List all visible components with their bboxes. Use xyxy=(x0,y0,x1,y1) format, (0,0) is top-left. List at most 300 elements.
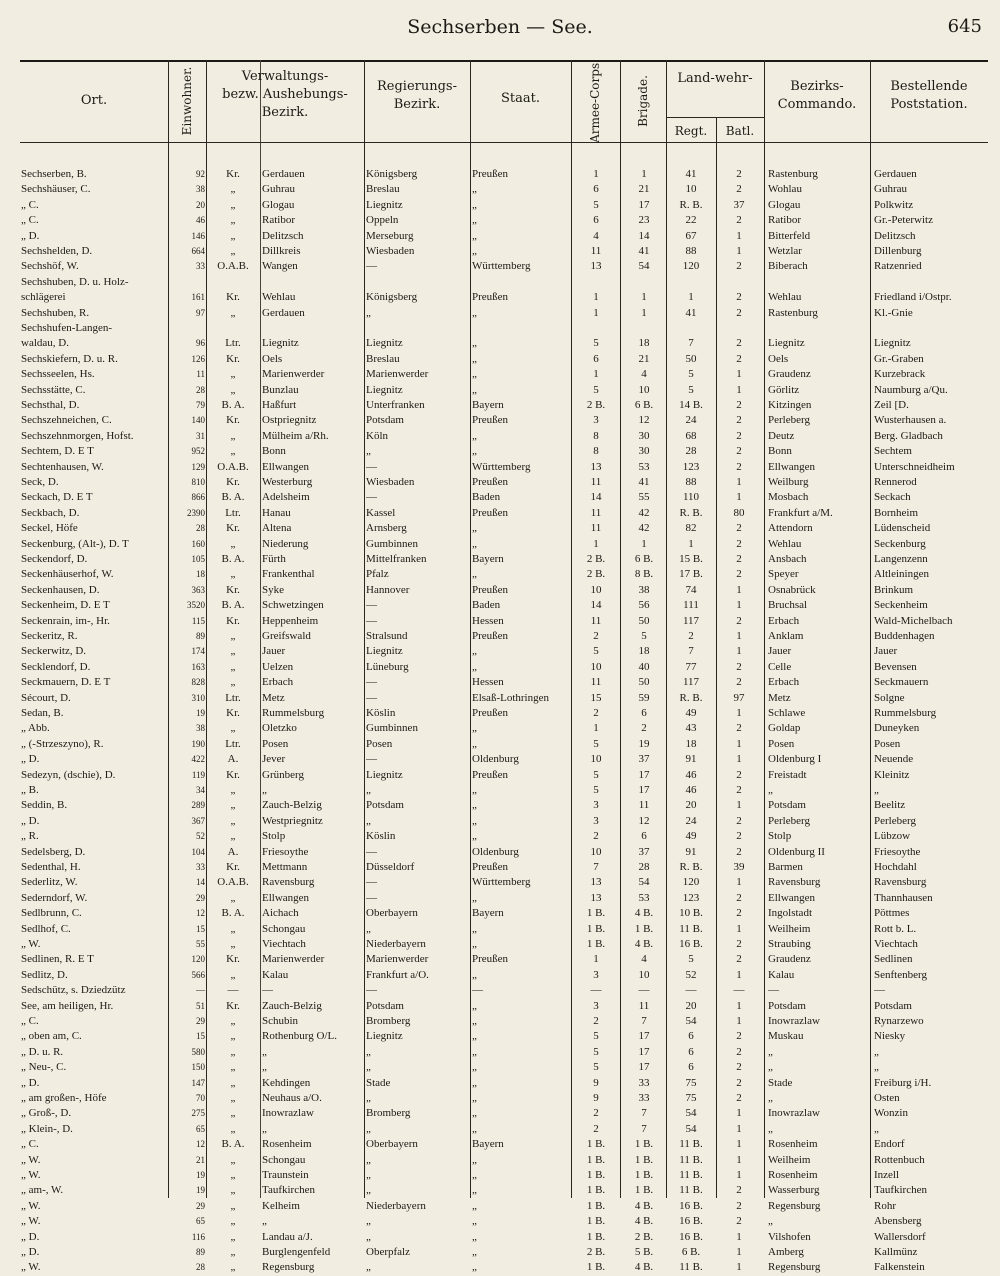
cell-einwohner: 65 xyxy=(196,1216,205,1227)
cell-bezirk-type: „ xyxy=(230,183,236,196)
header-bezirks-commando xyxy=(764,78,870,114)
cell-bezirk: Ostpriegnitz xyxy=(262,414,317,427)
cell-bezirks-commando: Deutz xyxy=(768,429,795,442)
cell-regiment: 1 xyxy=(688,291,694,304)
table-row xyxy=(20,275,988,290)
cell-staat: „ xyxy=(472,938,477,950)
cell-bezirk: Niederung xyxy=(262,537,309,550)
cell-armee-corps: 5 xyxy=(593,645,599,658)
cell-staat: „ xyxy=(472,1184,477,1197)
cell-regiment: 2 xyxy=(688,630,694,642)
cell-brigade: 5 B. xyxy=(634,1246,654,1258)
cell-poststation: Liegnitz xyxy=(874,337,911,350)
cell-staat: „ xyxy=(472,1261,477,1274)
cell-bezirk-type: Kr. xyxy=(226,414,240,427)
cell-bataillon: 1 xyxy=(736,583,742,596)
cell-ort: Sechserben, B. xyxy=(21,168,87,180)
table-row xyxy=(20,737,988,752)
cell-bataillon: 1 xyxy=(736,229,742,242)
cell-brigade: 2 B. xyxy=(634,1230,654,1243)
cell-bezirk: Adelsheim xyxy=(262,491,310,504)
cell-armee-corps: 14 xyxy=(590,491,602,504)
cell-bezirks-commando: Graudenz xyxy=(768,368,811,381)
cell-armee-corps: 1 xyxy=(593,722,599,735)
cell-einwohner: 140 xyxy=(191,415,205,426)
cell-brigade: — xyxy=(638,984,650,997)
cell-bezirk-type: „ xyxy=(230,1246,236,1258)
cell-ort: Sechshelden, D. xyxy=(21,245,93,257)
cell-bezirk-type: Kr. xyxy=(226,999,240,1012)
cell-einwohner: 104 xyxy=(191,846,205,857)
cell-ort: Sechshuben, D. u. Holz- xyxy=(21,275,129,288)
cell-poststation: Dillenburg xyxy=(874,245,922,257)
cell-bezirk: Westpriegnitz xyxy=(262,814,323,827)
cell-regierung: — xyxy=(366,753,377,766)
cell-bezirk: Oletzko xyxy=(262,722,297,735)
cell-regierung: „ xyxy=(366,1153,371,1166)
table-row xyxy=(20,1091,988,1106)
cell-bezirk-type: „ xyxy=(230,1230,236,1243)
cell-ort: „ R. xyxy=(21,830,39,843)
cell-regiment: 16 B. xyxy=(679,1230,703,1243)
cell-bataillon: 2 xyxy=(736,352,742,365)
cell-ort: Sechshäuser, C. xyxy=(21,183,91,196)
cell-regiment: 77 xyxy=(685,660,697,673)
cell-staat: „ xyxy=(472,337,477,350)
cell-bezirk: Frankenthal xyxy=(262,568,315,581)
cell-regiment: 75 xyxy=(685,1092,697,1104)
table-row xyxy=(20,999,988,1014)
cell-regiment: 10 B. xyxy=(679,907,703,920)
cell-bataillon: 1 xyxy=(736,630,742,642)
table-row xyxy=(20,1014,988,1029)
cell-bezirks-commando: Frankfurt a/M. xyxy=(768,506,833,519)
cell-armee-corps: 4 xyxy=(593,229,599,242)
cell-staat: „ xyxy=(472,368,477,381)
cell-brigade: 28 xyxy=(638,861,650,873)
cell-regierung: Marienwerder xyxy=(366,368,429,381)
cell-ort: Seckeritz, R. xyxy=(21,630,78,642)
cell-brigade: 4 B. xyxy=(634,907,654,920)
cell-bezirks-commando: Amberg xyxy=(768,1246,804,1258)
cell-bezirk-type: „ xyxy=(230,1153,236,1166)
cell-bezirks-commando: Bonn xyxy=(768,445,792,458)
cell-einwohner: 160 xyxy=(191,538,205,549)
cell-armee-corps: 5 xyxy=(593,737,599,750)
cell-armee-corps: 2 xyxy=(593,830,599,843)
cell-bezirk: Bonn xyxy=(262,445,286,458)
cell-brigade: 33 xyxy=(638,1076,650,1089)
cell-regiment: 11 B. xyxy=(679,1261,703,1274)
cell-bezirk-type: „ xyxy=(230,891,236,904)
cell-regierung: „ xyxy=(366,445,371,458)
cell-poststation: Rohr xyxy=(874,1199,896,1212)
cell-einwohner: 29 xyxy=(196,1200,205,1211)
cell-bezirks-commando: Erbach xyxy=(768,676,800,689)
cell-bezirk: Kalau xyxy=(262,968,289,981)
cell-einwohner: 79 xyxy=(196,400,205,410)
header-bottom-rule xyxy=(20,142,988,143)
cell-regierung: Liegnitz xyxy=(366,337,403,350)
cell-staat: Preußen xyxy=(472,953,509,966)
cell-ort: „ D. xyxy=(21,229,40,242)
cell-poststation: Berg. Gladbach xyxy=(874,429,943,442)
header-bezirks-line: Bezirks- xyxy=(790,79,844,94)
cell-staat: Preußen xyxy=(472,291,509,304)
table-row xyxy=(20,706,988,721)
cell-regierung: Wiesbaden xyxy=(366,476,415,488)
cell-ort: „ C. xyxy=(21,214,39,227)
cell-regiment: 88 xyxy=(685,476,697,488)
cell-regierung: Frankfurt a/O. xyxy=(366,968,429,981)
cell-poststation: Beelitz xyxy=(874,799,906,812)
cell-einwohner: 11 xyxy=(196,369,205,380)
cell-bezirk-type: „ xyxy=(230,429,236,442)
cell-armee-corps: 5 xyxy=(593,1030,599,1043)
cell-einwohner: 367 xyxy=(191,815,205,826)
cell-bezirk-type: B. A. xyxy=(221,491,245,504)
cell-bezirk-type: „ xyxy=(230,645,236,658)
cell-bezirk: Liegnitz xyxy=(262,337,299,350)
cell-bezirk: Schubin xyxy=(262,1015,299,1027)
cell-regierung: Breslau xyxy=(366,352,400,365)
cell-staat: „ xyxy=(472,383,477,396)
cell-ort: Sedschütz, s. Dziedzütz xyxy=(21,984,126,997)
cell-einwohner: 15 xyxy=(196,923,205,934)
cell-armee-corps: 2 B. xyxy=(586,568,606,581)
cell-ort: „ C. xyxy=(21,1015,39,1027)
cell-brigade: 41 xyxy=(638,476,650,488)
cell-armee-corps: 3 xyxy=(593,968,599,981)
cell-regierung: — xyxy=(366,691,377,704)
cell-bezirk: Ellwangen xyxy=(262,460,310,473)
table-row xyxy=(20,968,988,983)
cell-bezirk: Wehlau xyxy=(262,291,296,304)
cell-bezirks-commando: Barmen xyxy=(768,861,803,873)
cell-regierung: „ xyxy=(366,1261,371,1274)
cell-ort: Sechshufen-Langen- xyxy=(21,322,113,334)
cell-staat: „ xyxy=(472,198,477,211)
cell-ort: Seck, D. xyxy=(21,476,59,488)
page-number: 645 xyxy=(947,16,982,37)
cell-poststation: Wusterhausen a. xyxy=(874,414,947,427)
cell-armee-corps: 14 xyxy=(590,599,602,612)
cell-armee-corps: 2 B. xyxy=(586,399,606,411)
cell-staat: „ xyxy=(472,784,477,796)
cell-bezirks-commando: Attendorn xyxy=(768,522,813,535)
cell-regiment: 91 xyxy=(685,753,697,766)
cell-bezirks-commando: Ellwangen xyxy=(768,891,816,904)
cell-bezirks-commando: Stolp xyxy=(768,830,792,843)
cell-einwohner: 55 xyxy=(196,939,205,949)
table-row xyxy=(20,583,988,598)
cell-regiment: 50 xyxy=(685,352,697,365)
cell-poststation: Gr.-Graben xyxy=(874,352,924,365)
cell-bataillon: 2 xyxy=(736,1184,742,1197)
cell-bataillon: 1 xyxy=(736,245,742,257)
cell-bezirks-commando: Ellwangen xyxy=(768,460,816,473)
cell-regiment: 88 xyxy=(685,245,697,257)
cell-bezirk: Inowrazlaw xyxy=(262,1107,314,1120)
table-row xyxy=(20,367,988,382)
cell-bezirks-commando: Ratibor xyxy=(768,214,801,227)
cell-regiment: R. B. xyxy=(679,691,703,704)
header-brigade: Brigade. xyxy=(636,75,650,127)
cell-bataillon: 37 xyxy=(733,198,745,211)
cell-armee-corps: — xyxy=(590,984,602,997)
cell-regiment: 123 xyxy=(682,460,700,473)
table-row xyxy=(20,952,988,967)
table-row xyxy=(20,1214,988,1229)
cell-bezirks-commando: Goldap xyxy=(768,722,801,735)
cell-poststation: Bevensen xyxy=(874,660,917,673)
cell-ort: Sedlinen, R. E T xyxy=(21,953,94,966)
header-batl: Batl. xyxy=(725,124,755,138)
cell-regierung: — xyxy=(366,491,377,504)
cell-einwohner: 96 xyxy=(196,338,205,349)
cell-bezirk-type: B. A. xyxy=(221,1138,245,1151)
cell-poststation: Rummelsburg xyxy=(874,707,937,719)
cell-regiment: 11 B. xyxy=(679,1138,703,1151)
header-bestellende-line: Poststation. xyxy=(890,97,968,112)
cell-bezirk-type: „ xyxy=(230,630,236,642)
cell-bezirk: Uelzen xyxy=(262,660,294,673)
cell-bezirk-type: „ xyxy=(230,306,236,319)
cell-bataillon: 2 xyxy=(736,522,742,535)
cell-regierung: „ xyxy=(366,306,371,319)
cell-bezirk: Friesoythe xyxy=(262,845,309,858)
cell-brigade: 17 xyxy=(638,1045,650,1058)
cell-bezirk: Rummelsburg xyxy=(262,707,325,719)
cell-armee-corps: 1 B. xyxy=(586,922,606,935)
table-row xyxy=(20,875,988,890)
cell-staat: „ xyxy=(472,1092,477,1104)
cell-bezirks-commando: Weilheim xyxy=(768,1153,811,1166)
cell-brigade: 12 xyxy=(638,814,650,827)
cell-einwohner: 422 xyxy=(191,754,205,765)
cell-staat: „ xyxy=(472,245,477,257)
header-einwohner: Einwohner. xyxy=(180,66,194,136)
cell-bataillon: 2 xyxy=(736,183,742,196)
cell-einwohner: 105 xyxy=(191,554,205,564)
cell-ort: „ am-, W. xyxy=(21,1184,64,1197)
cell-poststation: Seckenheim xyxy=(874,599,928,612)
cell-regierung: „ xyxy=(366,1230,371,1243)
cell-einwohner: 810 xyxy=(191,477,205,487)
cell-bezirk-type: „ xyxy=(230,245,236,257)
cell-ort: „ B. xyxy=(21,784,39,796)
table-row xyxy=(20,783,988,798)
cell-einwohner: 18 xyxy=(196,569,205,580)
cell-regierung: „ xyxy=(366,814,371,827)
cell-bezirk: Jever xyxy=(262,753,286,766)
cell-staat: Bayern xyxy=(472,907,504,920)
cell-einwohner: 161 xyxy=(191,292,205,303)
table-row xyxy=(20,1060,988,1075)
cell-bezirk: Delitzsch xyxy=(262,229,304,242)
cell-poststation: Sechtem xyxy=(874,445,912,458)
cell-regierung: Hannover xyxy=(366,583,410,596)
cell-armee-corps: 1 xyxy=(593,168,599,180)
cell-bataillon: 2 xyxy=(736,553,742,565)
cell-bezirk: Metz xyxy=(262,691,285,704)
cell-poststation: Niesky xyxy=(874,1030,906,1043)
header-verwaltung-line: Bezirk. xyxy=(261,105,309,120)
cell-poststation: Brinkum xyxy=(874,583,914,596)
cell-armee-corps: 8 xyxy=(593,445,599,458)
cell-poststation: Senftenberg xyxy=(874,968,927,981)
cell-bezirks-commando: Anklam xyxy=(768,630,804,642)
cell-bezirk-type: Kr. xyxy=(226,861,240,873)
cell-brigade: 6 xyxy=(641,707,647,719)
cell-poststation: „ xyxy=(874,1045,879,1058)
table-row xyxy=(20,660,988,675)
cell-bezirks-commando: Ansbach xyxy=(768,553,807,565)
cell-staat: Preußen xyxy=(472,506,509,519)
cell-armee-corps: 9 xyxy=(593,1076,599,1089)
cell-regiment: 120 xyxy=(682,876,700,889)
cell-regierung: „ xyxy=(366,922,371,935)
cell-regierung: Liegnitz xyxy=(366,1030,403,1043)
cell-bezirk: Landau a/J. xyxy=(262,1230,313,1243)
cell-poststation: Zeil [D. xyxy=(874,399,909,411)
cell-armee-corps: 11 xyxy=(590,614,602,627)
cell-bataillon: 2 xyxy=(736,845,742,858)
cell-staat: — xyxy=(472,984,483,997)
cell-bezirk: Zauch-Belzig xyxy=(262,799,322,812)
table-row xyxy=(20,798,988,813)
cell-bezirk: Regensburg xyxy=(262,1261,315,1274)
cell-staat: „ xyxy=(472,522,477,535)
cell-brigade: 30 xyxy=(638,445,650,458)
cell-ort: Sechsseelen, Hs. xyxy=(21,368,95,381)
cell-armee-corps: 3 xyxy=(593,814,599,827)
table-row xyxy=(20,552,988,567)
cell-ort: Seckach, D. E T xyxy=(21,491,93,504)
cell-staat: Bayern xyxy=(472,399,504,411)
cell-ort: Seckbach, D. xyxy=(21,506,80,519)
cell-bezirk-type: Kr. xyxy=(226,614,240,627)
cell-armee-corps: 11 xyxy=(590,676,602,689)
cell-staat: „ xyxy=(472,891,477,904)
cell-staat: Preußen xyxy=(472,707,509,719)
cell-bezirk: — xyxy=(262,984,273,997)
table-row xyxy=(20,1076,988,1091)
cell-poststation: Kallmünz xyxy=(874,1246,918,1258)
cell-bezirks-commando: Regensburg xyxy=(768,1261,821,1274)
cell-bezirk-type: Kr. xyxy=(226,768,240,781)
cell-brigade: 1 xyxy=(641,537,647,550)
cell-bataillon: 2 xyxy=(736,568,742,581)
cell-regierung: — xyxy=(366,984,377,997)
cell-staat: „ xyxy=(472,445,477,458)
table-row xyxy=(20,167,988,182)
cell-bataillon: 2 xyxy=(736,460,742,473)
cell-bezirk-type: Ltr. xyxy=(225,337,241,350)
cell-bezirk-type: „ xyxy=(230,938,236,950)
cell-armee-corps: 11 xyxy=(590,506,602,519)
cell-bezirk: Syke xyxy=(262,583,284,596)
cell-bezirks-commando: Schlawe xyxy=(768,707,806,719)
cell-regierung: Gumbinnen xyxy=(366,722,418,735)
cell-regiment: 7 xyxy=(688,337,694,350)
cell-bezirk-type: A. xyxy=(227,753,239,766)
cell-bataillon: 2 xyxy=(736,337,742,350)
cell-regiment: 16 B. xyxy=(679,1215,703,1228)
cell-bezirk-type: „ xyxy=(230,784,236,796)
cell-bezirks-commando: „ xyxy=(768,1061,773,1074)
cell-regierung: „ xyxy=(366,1184,371,1197)
cell-bezirks-commando: Mosbach xyxy=(768,491,809,504)
cell-einwohner: 38 xyxy=(196,723,205,734)
cell-bataillon: 1 xyxy=(736,707,742,719)
cell-staat: Bayern xyxy=(472,553,504,565)
cell-armee-corps: 10 xyxy=(590,753,602,766)
cell-bezirk: Ravensburg xyxy=(262,876,315,889)
cell-poststation: Viechtach xyxy=(874,938,918,950)
cell-einwohner: 19 xyxy=(196,708,205,718)
cell-regierung: Königsberg xyxy=(366,168,418,180)
cell-regiment: — xyxy=(685,984,697,997)
cell-einwohner: 19 xyxy=(196,1170,205,1180)
cell-staat: „ xyxy=(472,1199,477,1212)
cell-einwohner: 147 xyxy=(191,1077,205,1088)
cell-staat: „ xyxy=(472,1015,477,1027)
cell-poststation: Friedland i/Ostpr. xyxy=(874,291,952,304)
cell-poststation: Bornheim xyxy=(874,506,918,519)
cell-ort: Sederlitz, W. xyxy=(21,876,78,889)
cell-regierung: Unterfranken xyxy=(366,399,425,411)
cell-poststation: Wald-Michelbach xyxy=(874,614,953,627)
table-row xyxy=(20,1137,988,1152)
cell-regierung: Niederbayern xyxy=(366,1199,426,1212)
cell-bataillon: 1 xyxy=(736,476,742,488)
cell-staat: „ xyxy=(472,214,477,227)
cell-bataillon: 2 xyxy=(736,1215,742,1228)
table-row xyxy=(20,768,988,783)
cell-brigade: 1 B. xyxy=(634,1169,654,1181)
cell-regiment: 11 B. xyxy=(679,1184,703,1197)
cell-brigade: 54 xyxy=(638,260,650,273)
cell-poststation: „ xyxy=(874,1122,879,1135)
table-row xyxy=(20,460,988,475)
cell-bezirk-type: Kr. xyxy=(226,522,240,535)
table-row xyxy=(20,506,988,521)
cell-armee-corps: 15 xyxy=(590,691,602,704)
cell-einwohner: 29 xyxy=(196,892,205,903)
cell-armee-corps: 1 B. xyxy=(586,1153,606,1166)
table-row xyxy=(20,1168,988,1183)
cell-staat: „ xyxy=(472,737,477,750)
cell-ort: „ C. xyxy=(21,1138,39,1151)
cell-bezirk: Altena xyxy=(262,522,292,535)
cell-bezirk-type: — xyxy=(227,984,239,997)
table-row xyxy=(20,321,988,336)
cell-staat: „ xyxy=(472,1076,477,1089)
cell-poststation: Kurzebrack xyxy=(874,368,926,381)
cell-staat: Elsaß-Lothringen xyxy=(472,691,549,704)
cell-bezirks-commando: Erbach xyxy=(768,614,800,627)
cell-regiment: 5 xyxy=(688,953,694,966)
cell-brigade: 33 xyxy=(638,1092,650,1104)
cell-poststation: Rennerod xyxy=(874,476,917,488)
cell-armee-corps: 5 xyxy=(593,198,599,211)
cell-poststation: Altleiningen xyxy=(874,568,929,581)
cell-poststation: Endorf xyxy=(874,1138,905,1151)
cell-bezirk: Fürth xyxy=(262,553,286,565)
cell-bataillon: 2 xyxy=(736,891,742,904)
cell-regierung: Stralsund xyxy=(366,630,408,642)
